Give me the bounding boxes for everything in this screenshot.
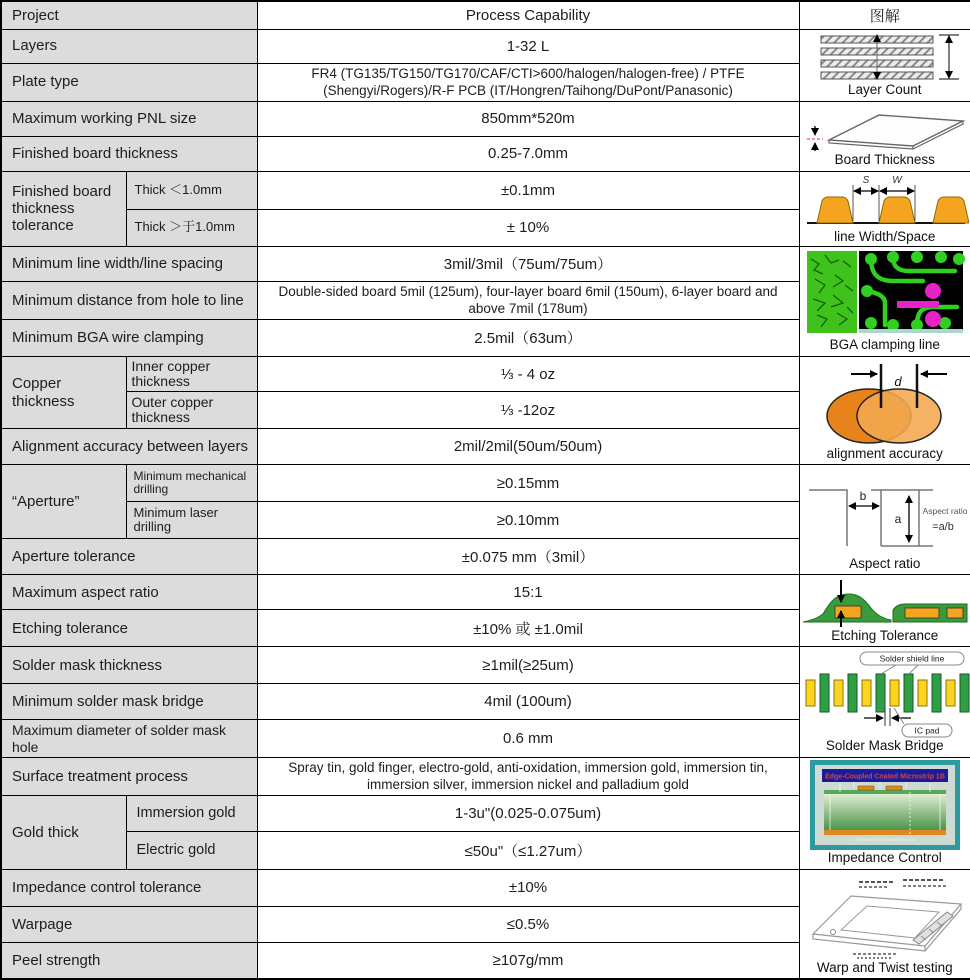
value-electric-gold: ≤50u"（≤1.27um） xyxy=(257,831,799,869)
caption-board-thickness: Board Thickness xyxy=(800,153,970,168)
value-max-solder-mask-hole: 0.6 mm xyxy=(257,720,799,757)
row-label-impedance-tolerance: Impedance control tolerance xyxy=(1,869,257,906)
value-layers: 1-32 L xyxy=(257,29,799,63)
caption-bga-clamping: BGA clamping line xyxy=(800,338,970,353)
warp-twist-icon xyxy=(801,872,969,960)
sub-label-outer-copper: Outer copper thickness xyxy=(126,392,257,429)
aspect-ratio-icon xyxy=(801,468,969,556)
header-project: Project xyxy=(1,1,257,29)
value-plate-type: FR4 (TG135/TG150/TG170/CAF/CTI>600/halogen/halogen-free) / PTFE (Shengyi/Rogers)/R-F PCB (IT/Hongren/Taihong/DuPont/Panasonic) xyxy=(257,63,799,101)
sub-label-thick-lt: Thick ＜1.0mm xyxy=(126,171,257,209)
row-label-plate-type: Plate type xyxy=(1,63,257,101)
line-width-space-icon xyxy=(801,173,969,229)
aspect-b-label: b xyxy=(859,489,866,503)
sub-label-immersion-gold: Immersion gold xyxy=(126,795,257,831)
row-label-min-bga: Minimum BGA wire clamping xyxy=(1,319,257,356)
board-thickness-icon xyxy=(801,104,969,152)
caption-etching-tolerance: Etching Tolerance xyxy=(800,629,970,644)
illustration-aspect-ratio xyxy=(799,465,970,575)
impedance-panel-title: Edge-Coupled Coated Microstrip 1B xyxy=(825,774,945,781)
row-label-etching-tolerance: Etching tolerance xyxy=(1,610,257,647)
value-outer-copper: ⅓ -12oz xyxy=(257,392,799,429)
sub-label-mechanical-drilling: Minimum mechanical drilling xyxy=(126,465,257,502)
row-label-max-solder-mask-hole: Maximum diameter of solder mask hole xyxy=(1,720,257,757)
row-label-solder-mask-thickness: Solder mask thickness xyxy=(1,647,257,684)
sub-label-electric-gold: Electric gold xyxy=(126,831,257,869)
row-label-layers: Layers xyxy=(1,29,257,63)
value-min-bga: 2.5mil（63um） xyxy=(257,319,799,356)
value-finished-thickness: 0.25-7.0mm xyxy=(257,136,799,171)
impedance-control-icon xyxy=(810,760,960,850)
alignment-accuracy-icon xyxy=(801,360,969,446)
value-peel-strength: ≥107g/mm xyxy=(257,942,799,979)
caption-solder-mask-bridge: Solder Mask Bridge xyxy=(800,739,970,754)
illustration-layer-count xyxy=(799,29,970,101)
row-label-gold-thick: Gold thick xyxy=(1,795,126,869)
value-laser-drilling: ≥0.10mm xyxy=(257,502,799,539)
caption-layer-count: Layer Count xyxy=(800,83,970,98)
value-min-solder-mask-bridge: 4mil (100um) xyxy=(257,684,799,720)
row-label-aperture-tolerance: Aperture tolerance xyxy=(1,539,257,575)
value-inner-copper: ⅓ - 4 oz xyxy=(257,356,799,392)
illustration-solder-mask-bridge xyxy=(799,647,970,757)
illustration-board-thickness xyxy=(799,101,970,171)
row-label-copper-thickness: Copper thickness xyxy=(1,356,126,429)
row-label-peel-strength: Peel strength xyxy=(1,942,257,979)
solder-shield-line-callout: Solder shield line xyxy=(879,654,944,664)
illustration-bga-clamping xyxy=(799,246,970,356)
row-label-surface-treatment: Surface treatment process xyxy=(1,757,257,795)
value-max-pnl-size: 850mm*520m xyxy=(257,101,799,136)
value-solder-mask-thickness: ≥1mil(≥25um) xyxy=(257,647,799,684)
aspect-note-1: Aspect ratio xyxy=(922,506,967,516)
bga-clamping-icon xyxy=(805,249,965,337)
value-aperture-tolerance: ±0.075 mm（3mil） xyxy=(257,539,799,575)
illustration-line-width-space xyxy=(799,171,970,246)
ic-pad-callout: IC pad xyxy=(914,726,939,736)
row-label-max-pnl-size: Maximum working PNL size xyxy=(1,101,257,136)
sub-label-laser-drilling: Minimum laser drilling xyxy=(126,502,257,539)
width-dim-label: W xyxy=(892,175,903,186)
sub-label-inner-copper: Inner copper thickness xyxy=(126,356,257,392)
caption-line-width-space: line Width/Space xyxy=(800,230,970,245)
value-thick-gt: ± 10% xyxy=(257,209,799,246)
row-label-thickness-tolerance: Finished board thickness tolerance xyxy=(1,171,126,246)
value-min-hole-distance: Double-sided board 5mil (125um), four-layer board 6mil (150um), 6-layer board and above 7mil (178um) xyxy=(257,281,799,319)
row-label-max-aspect-ratio: Maximum aspect ratio xyxy=(1,575,257,610)
caption-aspect-ratio: Aspect ratio xyxy=(800,557,970,572)
row-label-aperture: “Aperture” xyxy=(1,465,126,539)
illustration-warp-twist xyxy=(799,869,970,979)
value-min-line-width: 3mil/3mil（75um/75um） xyxy=(257,246,799,281)
row-label-min-solder-mask-bridge: Minimum solder mask bridge xyxy=(1,684,257,720)
caption-warp-twist: Warp and Twist testing xyxy=(800,961,970,976)
etching-tolerance-icon xyxy=(801,578,969,628)
value-etching-tolerance: ±10% 或 ±1.0mil xyxy=(257,610,799,647)
caption-alignment-accuracy: alignment accuracy xyxy=(800,447,970,462)
row-label-min-hole-distance: Minimum distance from hole to line xyxy=(1,281,257,319)
row-label-warpage: Warpage xyxy=(1,906,257,942)
sub-label-thick-gt: Thick ＞于1.0mm xyxy=(126,209,257,246)
row-label-min-line-width: Minimum line width/line spacing xyxy=(1,246,257,281)
space-dim-label: S xyxy=(862,175,869,186)
row-label-alignment-accuracy: Alignment accuracy between layers xyxy=(1,429,257,465)
aspect-a-label: a xyxy=(894,512,901,526)
header-process-capability: Process Capability xyxy=(257,1,799,29)
value-surface-treatment: Spray tin, gold finger, electro-gold, anti-oxidation, immersion gold, immersion tin, immersion silver, immersion nickel and palladium gold xyxy=(257,757,799,795)
value-immersion-gold: 1-3u"(0.025-0.075um) xyxy=(257,795,799,831)
header-illustration: 图解 xyxy=(799,1,970,29)
value-impedance-tolerance: ±10% xyxy=(257,869,799,906)
solder-mask-bridge-icon xyxy=(800,650,970,738)
aspect-note-2: =a/b xyxy=(932,521,954,533)
illustration-alignment-accuracy xyxy=(799,356,970,465)
caption-impedance-control: Impedance Control xyxy=(800,851,970,866)
value-mechanical-drilling: ≥0.15mm xyxy=(257,465,799,502)
illustration-impedance-control xyxy=(799,757,970,869)
alignment-dim-label: d xyxy=(894,374,902,389)
value-alignment-accuracy: 2mil/2mil(50um/50um) xyxy=(257,429,799,465)
illustration-etching-tolerance xyxy=(799,575,970,647)
row-label-finished-thickness: Finished board thickness xyxy=(1,136,257,171)
value-thick-lt: ±0.1mm xyxy=(257,171,799,209)
value-max-aspect-ratio: 15:1 xyxy=(257,575,799,610)
layer-count-icon xyxy=(801,32,969,82)
value-warpage: ≤0.5% xyxy=(257,906,799,942)
